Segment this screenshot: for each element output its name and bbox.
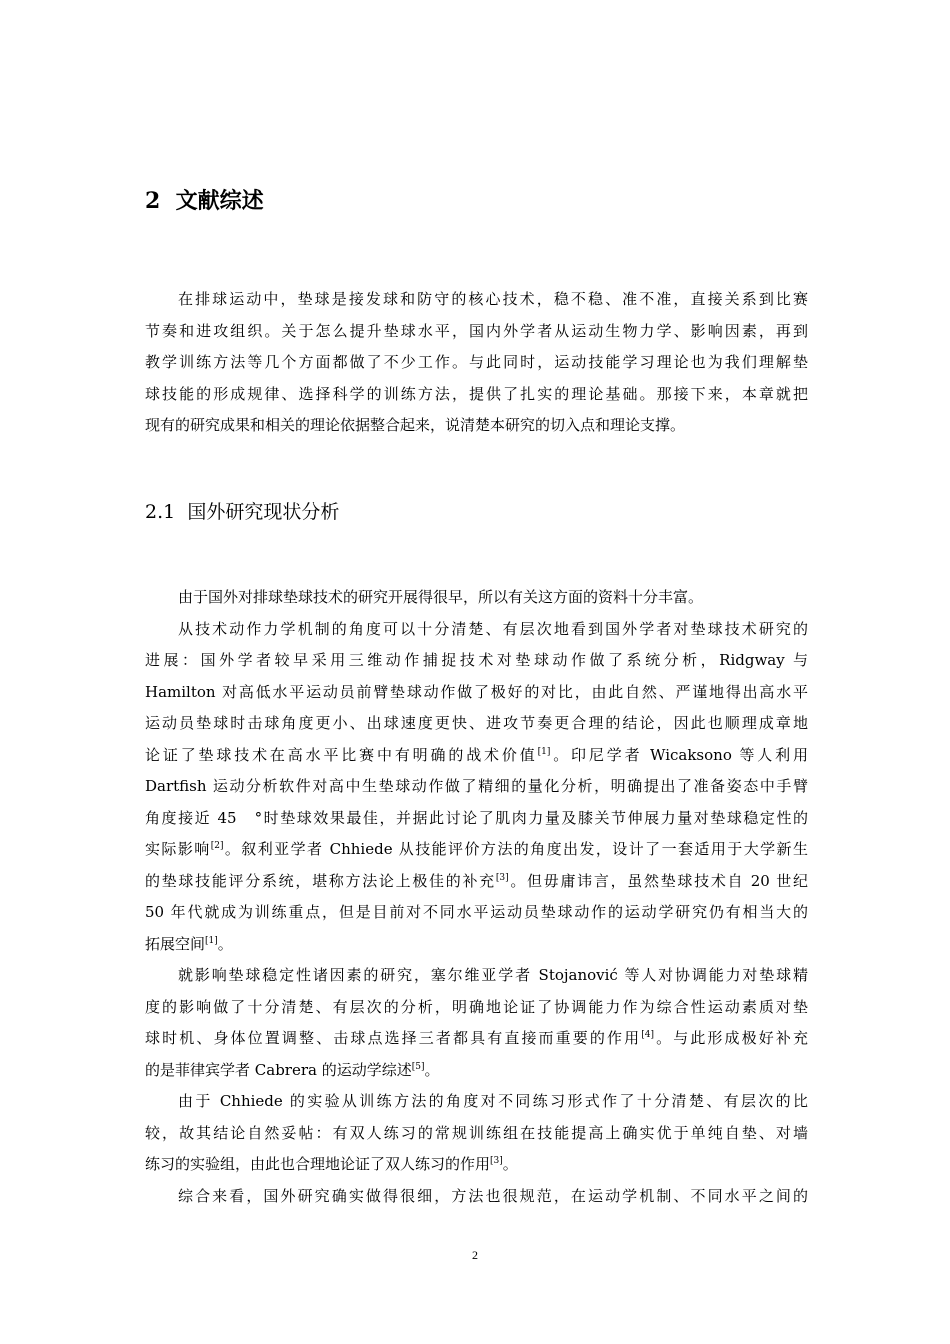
- text-line: 从技术动作力学机制的角度可以十分清楚、有层次地看到国外学者对垫球技术研究的: [178, 619, 808, 638]
- citation-ref[interactable]: [5]: [411, 1061, 425, 1072]
- text-line: 进展：国外学者较早采用三维动作捕捉技术对垫球动作做了系统分析，Ridgway 与: [145, 651, 808, 669]
- text-line: [145, 1055, 808, 1087]
- text-line: 角度接近 45 °时垫球效果最佳，并据此讨论了肌肉力量及膝关节伸展力量对垫球稳定性的: [145, 808, 808, 827]
- text-run: 。: [502, 1155, 518, 1173]
- text-line: [145, 929, 808, 961]
- text-line: 较，故其结论自然妥帖：有双人练习的常规训练组在技能提高上确实优于单纯自垫、对墙: [145, 1123, 808, 1142]
- text-run: 。印尼学者 Wicaksono 等人利用: [550, 745, 808, 764]
- text-line: 度的影响做了十分清楚、有层次的分析，明确地论证了协调能力作为综合性运动素质对垫: [145, 997, 808, 1016]
- text-run: 。但毋庸讳言，虽然垫球技术自 20 世纪: [508, 871, 808, 890]
- text-run: 球时机、身体位置调整、击球点选择三者都具有直接而重要的作用: [145, 1029, 642, 1047]
- chapter-title: 文献综述: [175, 188, 264, 214]
- text-line: [145, 834, 808, 866]
- paragraph-4: [145, 1086, 808, 1181]
- text-line: [145, 740, 808, 772]
- text-line: 50 年代就成为训练重点，但是目前对不同水平运动员垫球动作的运动学研究仍有相当大的: [145, 903, 808, 921]
- text-run: 。: [424, 1060, 440, 1079]
- citation-ref[interactable]: [3]: [490, 1156, 503, 1166]
- text-run: 练习的实验组，由此也合理地论证了双人练习的作用: [145, 1155, 491, 1173]
- text-line: 就影响垫球稳定性诸因素的研究，塞尔维亚学者 Stojanović 等人对协调能力对垫球精: [178, 966, 808, 984]
- text-line: 由于 Chhiede 的实验从训练方法的角度对不同练习形式作了十分清楚、有层次的比: [178, 1092, 808, 1110]
- intro-paragraph: [145, 284, 808, 442]
- page-number: 2: [472, 1248, 478, 1262]
- text-run: 。: [217, 934, 233, 953]
- text-run: 。与此形成极好补充: [653, 1029, 808, 1047]
- text-line: [145, 1023, 808, 1055]
- citation-ref[interactable]: [1]: [205, 935, 218, 946]
- paragraph-2: [145, 614, 808, 961]
- text-line: [145, 1149, 808, 1181]
- section-title: 国外研究现状分析: [187, 501, 340, 523]
- text-line: 在排球运动中，垫球是接发球和防守的核心技术，稳不稳、准不准，直接关系到比赛: [178, 290, 808, 308]
- paragraph-3: [145, 960, 808, 1086]
- section-heading: [145, 497, 339, 527]
- text-line: Hamilton 对高低水平运动员前臂垫球动作做了极好的对比，由此自然、严谨地得出高水平: [145, 682, 808, 701]
- text-line: [145, 866, 808, 898]
- text-run: 的垫球技能评分系统，堪称方法论上极佳的补充: [145, 871, 496, 890]
- chapter-heading: [145, 184, 264, 218]
- text-run: 拓展空间: [145, 934, 206, 953]
- text-line: Dartfish 运动分析软件对高中生垫球动作做了精细的量化分析，明确提出了准备姿态中手臂: [145, 777, 808, 795]
- paragraph-5: [145, 1181, 808, 1213]
- text-line: 节奏和进攻组织。关于怎么提升垫球水平，国内外学者从运动生物力学、影响因素，再到: [145, 321, 808, 340]
- chapter-number: 2: [145, 188, 161, 214]
- citation-ref[interactable]: [4]: [641, 1030, 654, 1040]
- text-line: 综合来看，国外研究确实做得很细，方法也很规范，在运动学机制、不同水平之间的: [178, 1186, 808, 1205]
- section-number: 2.1: [145, 501, 176, 523]
- text-run: 的是菲律宾学者 Cabrera 的运动学综述: [145, 1060, 412, 1079]
- text-run: 。叙利亚学者 Chhiede 从技能评价方法的角度出发，设计了一套适用于大学新生: [223, 840, 808, 858]
- citation-ref[interactable]: [2]: [210, 841, 224, 851]
- text-run: 实际影响: [145, 840, 211, 858]
- citation-ref[interactable]: [3]: [495, 872, 509, 883]
- text-line: 现有的研究成果和相关的理论依据整合起来，说清楚本研究的切入点和理论支撑。: [145, 416, 686, 434]
- paragraph-1: [145, 582, 808, 614]
- text-run: 论证了垫球技术在高水平比赛中有明确的战术价值: [145, 745, 538, 764]
- text-line: 教学训练方法等几个方面都做了不少工作。与此同时，运动技能学习理论也为我们理解垫: [145, 353, 808, 371]
- text-line: 由于国外对排球垫球技术的研究开展得很早，所以有关这方面的资料十分丰富。: [178, 588, 704, 606]
- text-line: 球技能的形成规律、选择科学的训练方法，提供了扎实的理论基础。那接下来，本章就把: [145, 384, 808, 403]
- citation-ref[interactable]: [1]: [537, 746, 551, 757]
- text-line: 运动员垫球时击球角度更小、出球速度更快、进攻节奏更合理的结论，因此也顺理成章地: [145, 714, 808, 732]
